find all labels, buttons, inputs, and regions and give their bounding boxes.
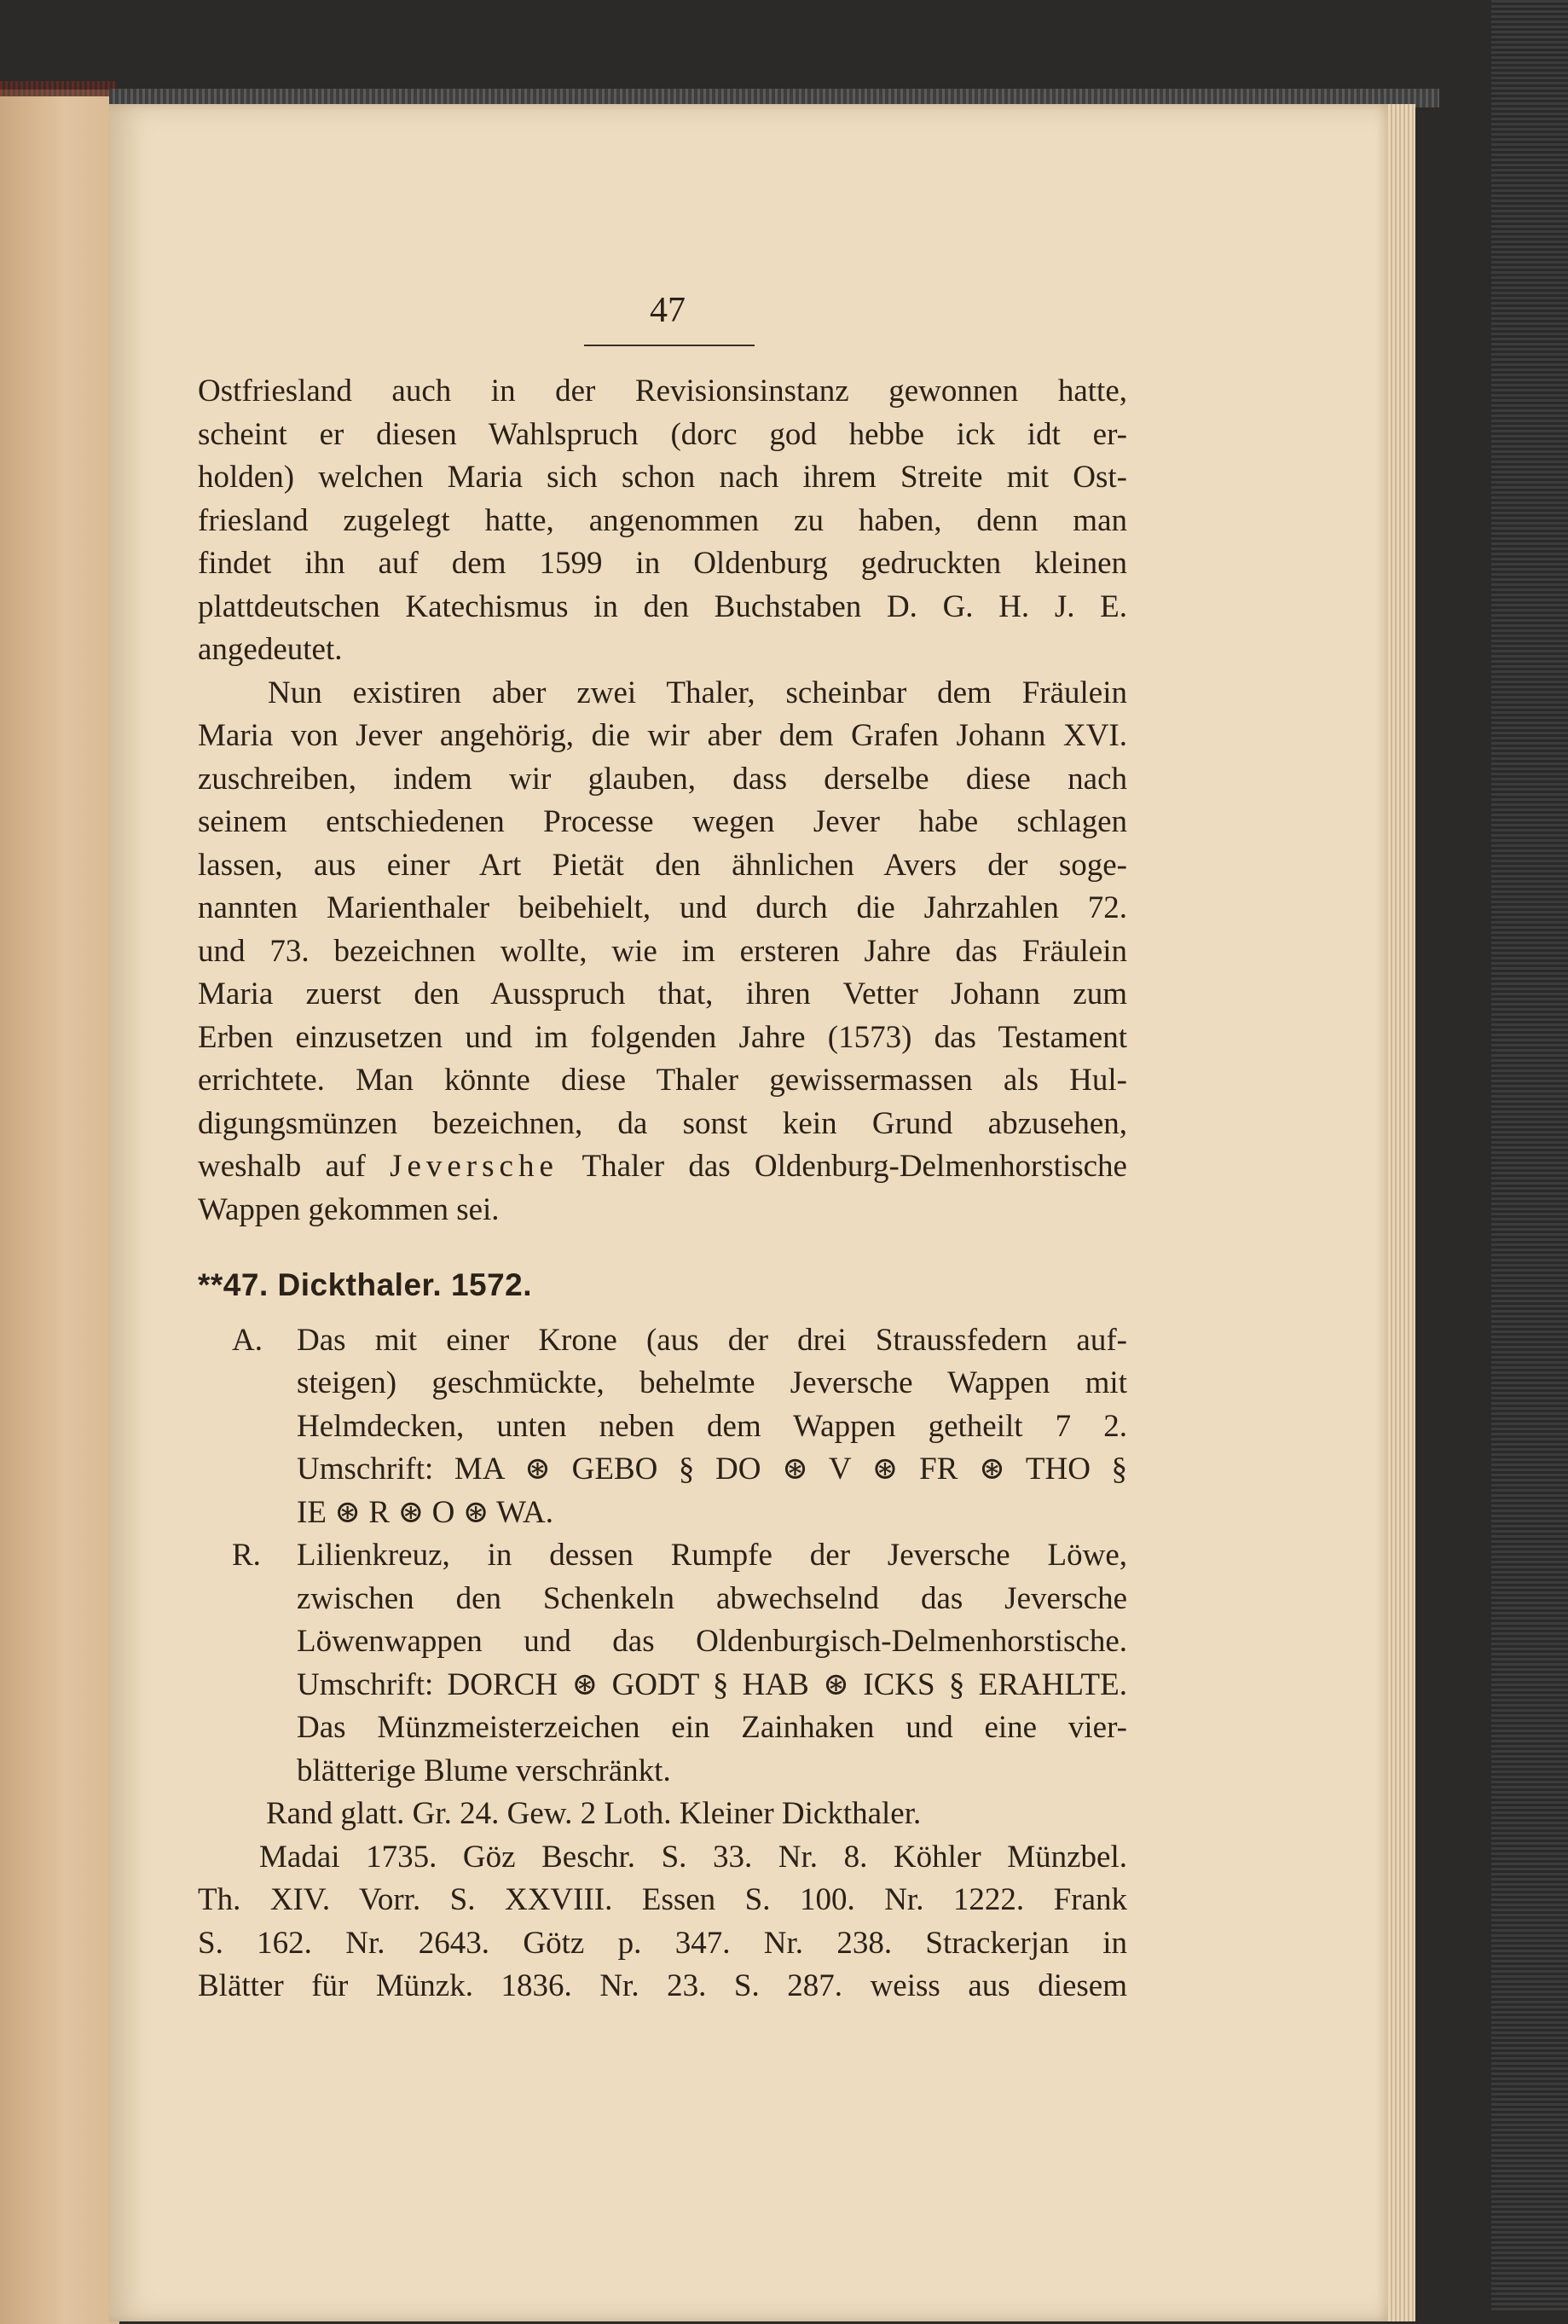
text-line: Umschrift: MA ⊛ GEBO § DO ⊛ V ⊛ FR ⊛ THO § [297, 1452, 1127, 1487]
text-line: scheint er diesen Wahlspruch (dorc god hebbe ick idt er- [198, 416, 1127, 452]
text-line: friesland zugelegt hatte, angenommen zu haben, denn man [198, 502, 1127, 538]
text-line: errichtete. Man könnte diese Thaler gewissermassen als Hul- [198, 1063, 1127, 1098]
coin-heading: **47. Dickthaler. 1572. [198, 1267, 533, 1302]
text-line: Maria von Jever angehörig, die wir aber dem Grafen Johann XVI. [198, 718, 1127, 753]
text-line: findet ihn auf dem 1599 in Oldenburg gedruckten kleinen [198, 546, 1127, 581]
text-line: lassen, aus einer Art Pietät den ähnlichen Avers der soge- [198, 847, 1127, 883]
text-line: plattdeutschen Katechismus in den Buchstaben D. G. H. J. E. [198, 588, 1127, 624]
page-number: 47 [650, 291, 686, 330]
paragraph-2 [198, 672, 1127, 1232]
text-line: zwischen den Schenkeln abwechselnd das Jeversche [297, 1580, 1127, 1616]
text-line: Löwenwappen und das Oldenburgisch-Delmenhorstische. [297, 1624, 1127, 1659]
text-line: Wappen gekommen sei. [198, 1191, 500, 1227]
text-line: steigen) geschmückte, behelmte Jeversche Wappen mit [297, 1365, 1127, 1400]
text-line: Lilienkreuz, in dessen Rumpfe der Jeversche Löwe, [297, 1538, 1127, 1573]
text-line: angedeutet. [198, 632, 343, 667]
rand-line [266, 1793, 1127, 1836]
page-stack-edge [1388, 104, 1415, 2321]
entry-obverse [198, 1319, 1127, 1535]
text-line: Das mit einer Krone (aus der drei Straussfedern auf- [297, 1322, 1127, 1358]
page-text [198, 281, 1127, 2008]
left-page-binding-edge [0, 81, 115, 96]
text-line: seinem entschiedenen Processe wegen Jever habe schlagen [198, 804, 1127, 839]
text-line: Blätter für Münzk. 1836. Nr. 23. S. 287. weiss aus diesem [198, 1968, 1127, 2003]
text-line: Th. XIV. Vorr. S. XXVIII. Essen S. 100. Nr. 1222. Frank [198, 1882, 1127, 1917]
paragraph-1 [198, 370, 1127, 672]
text-line: Madai 1735. Göz Beschr. S. 33. Nr. 8. Köhler Münzbel. [259, 1839, 1127, 1875]
text-line: S. 162. Nr. 2643. Götz p. 347. Nr. 238. Strackerjan in [198, 1925, 1127, 1961]
book-binding [1491, 0, 1568, 2310]
text-line [198, 1145, 1127, 1189]
text-segment: Thaler das Oldenburg-Delmenhorstische [558, 1149, 1127, 1184]
text-line: Maria zuerst den Ausspruch that, ihren Vetter Johann zum [198, 977, 1127, 1011]
left-page-edge [0, 90, 119, 2324]
text-line: Das Münzmeisterzeichen ein Zainhaken und eine vier- [297, 1710, 1127, 1745]
text-line: digungsmünzen bezeichnen, da sonst kein Grund abzusehen, [198, 1105, 1127, 1141]
text-line: blätterige Blume verschränkt. [297, 1753, 671, 1788]
references [198, 1836, 1127, 2008]
text-line: und 73. bezeichnen wollte, wie im ersteren Jahre das Fräulein [198, 933, 1127, 969]
text-line: Nun existiren aber zwei Thaler, scheinbar dem Fräulein [268, 675, 1127, 710]
text-line: holden) welchen Maria sich schon nach ihrem Streite mit Ost- [198, 460, 1127, 495]
spaced-word: Jeversche [390, 1149, 558, 1184]
text-line: zuschreiben, indem wir glauben, dass derselbe diese nach [198, 761, 1127, 797]
text-line: nannten Marienthaler beibehielt, und durch die Jahrzahlen 72. [198, 890, 1127, 925]
text-line: Umschrift: DORCH ⊛ GODT § HAB ⊛ ICKS § ERAHLTE. [297, 1666, 1127, 1702]
text-line: Erben einzusetzen und im folgenden Jahre (1573) das Testament [198, 1019, 1127, 1055]
text-line: Rand glatt. Gr. 24. Gew. 2 Loth. Kleiner Dickthaler. [266, 1796, 922, 1831]
entry-label: R. [232, 1538, 261, 1573]
text-segment: weshalb auf [198, 1149, 391, 1184]
text-line: IE ⊛ R ⊛ O ⊛ WA. [297, 1494, 553, 1530]
text-line: Helmdecken, unten neben dem Wappen getheilt 7 2. [297, 1408, 1127, 1444]
entry-label: A. [232, 1322, 263, 1358]
text-line: Ostfriesland auch in der Revisionsinstanz gewonnen hatte, [198, 374, 1127, 409]
entry-reverse [198, 1534, 1127, 1793]
